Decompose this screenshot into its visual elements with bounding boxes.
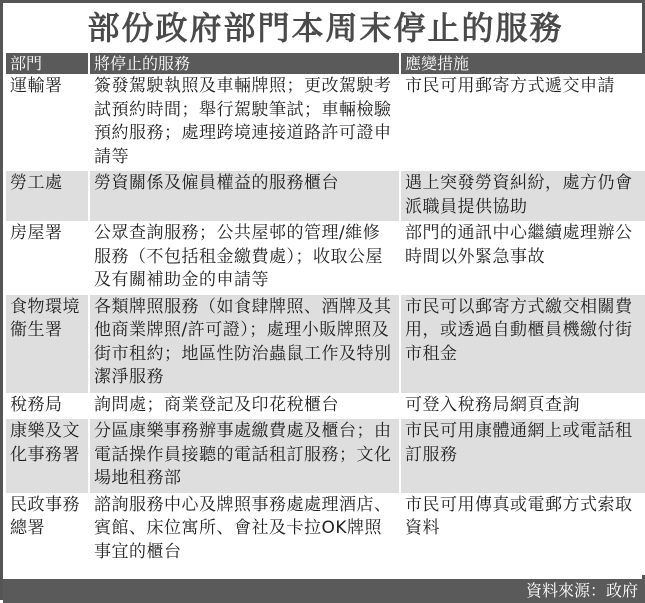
cell-department: 房屋署 [6, 221, 89, 295]
table-row [6, 419, 645, 493]
table-row [6, 493, 645, 575]
cell-measure: 可登入稅務局網頁查詢 [400, 393, 645, 420]
table-row [6, 171, 645, 221]
source-footer: 資料來源：政府 [3, 579, 645, 603]
header-contingency-measures: 應變措施 [400, 53, 645, 74]
cell-measure: 市民可用康體通網上或電話租訂服務 [400, 419, 645, 493]
cell-service: 公眾查詢服務；公共屋邨的管理/維修服務（不包括租金繳費處）；收取公屋及有關補助金的申請等 [89, 221, 400, 295]
header-suspended-services: 將停止的服務 [89, 53, 400, 74]
cell-department: 食物環境衞生署 [6, 295, 89, 393]
cell-measure: 市民可用傳真或電郵方式索取資料 [400, 493, 645, 575]
cell-department: 康樂及文化事務署 [6, 419, 89, 493]
cell-service: 簽發駕駛執照及車輛牌照；更改駕駛考試預約時間；舉行駕駛筆試；車輛檢驗預約服務；處理跨境連接道路許可證申請等 [89, 74, 400, 171]
table-header [6, 53, 645, 74]
page-title: 部份政府部門本周末停止的服務 [87, 9, 564, 47]
cell-department: 稅務局 [6, 393, 89, 420]
table-row [6, 393, 645, 420]
cell-measure: 遇上突發勞資糾紛，處方仍會派職員提供協助 [400, 171, 645, 221]
table-row [6, 295, 645, 393]
services-table [6, 53, 645, 575]
cell-measure: 市民可用郵寄方式遞交申請 [400, 74, 645, 171]
table-row [6, 74, 645, 171]
cell-service: 諮詢服務中心及牌照事務處處理酒店、賓館、床位寓所、會社及卡拉OK牌照事宜的櫃台 [89, 493, 400, 575]
table-row [6, 221, 645, 295]
cell-department: 運輸署 [6, 74, 89, 171]
cell-measure: 市民可以郵寄方式繳交相關費用，或透過自動櫃員機繳付街市租金 [400, 295, 645, 393]
cell-service: 詢問處；商業登記及印花稅櫃台 [89, 393, 400, 420]
cell-service: 勞資關係及僱員權益的服務櫃台 [89, 171, 400, 221]
cell-service: 各類牌照服務（如食肆牌照、酒牌及其他商業牌照/許可證）；處理小販牌照及街市租約；地區性防治蟲鼠工作及特別潔淨服務 [89, 295, 400, 393]
cell-service: 分區康樂事務辦事處繳費處及櫃台；由電話操作員接聽的電話租訂服務；文化場地租務部 [89, 419, 400, 493]
header-department: 部門 [6, 53, 89, 74]
cell-department: 勞工處 [6, 171, 89, 221]
cell-measure: 部門的通訊中心繼續處理辦公時間以外緊急事故 [400, 221, 645, 295]
cell-department: 民政事務總署 [6, 493, 89, 575]
